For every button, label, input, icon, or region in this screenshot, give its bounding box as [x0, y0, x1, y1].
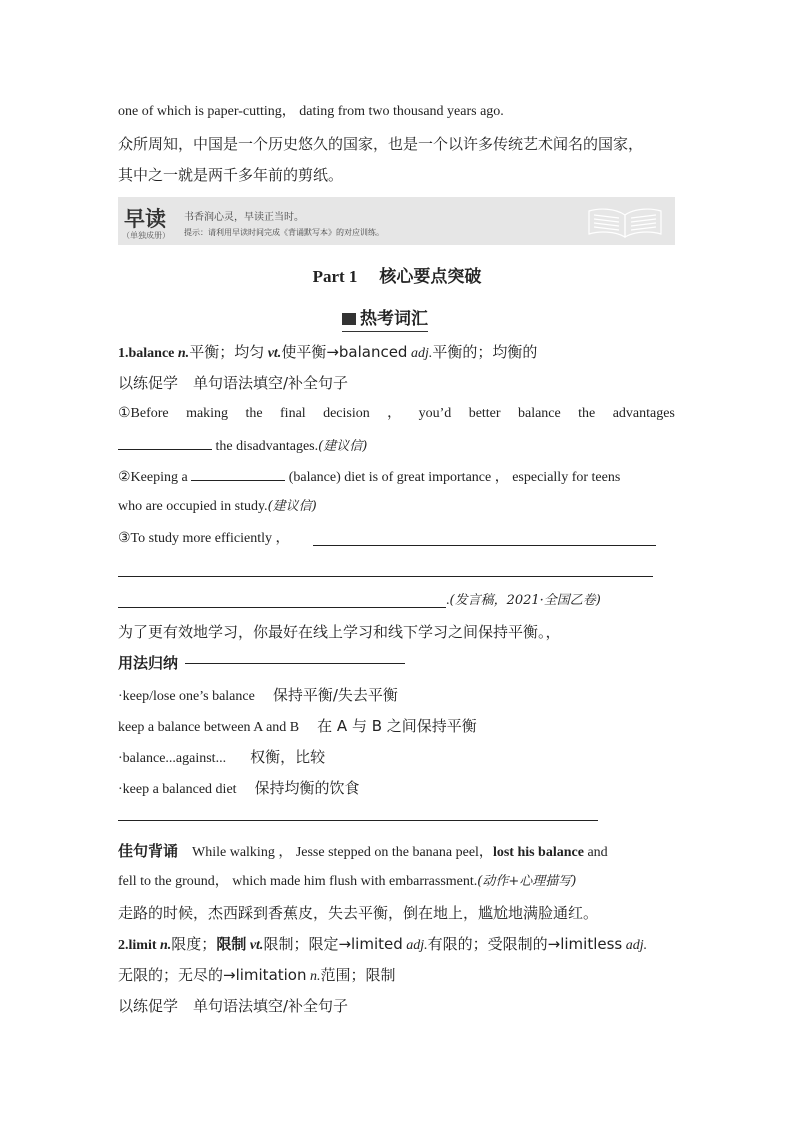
vocab-entry-limit [118, 934, 647, 956]
word: the [245, 406, 263, 421]
banner-title: 早读 [124, 207, 166, 231]
usage-item [118, 685, 398, 707]
headword: 1.balance [118, 346, 175, 361]
answer-blank[interactable] [118, 435, 212, 450]
part-title [0, 262, 794, 287]
word: the [578, 406, 596, 421]
pos-label: n. [160, 938, 172, 953]
sentence-highlight: lost his balance [492, 845, 584, 860]
usage-item [118, 747, 325, 769]
banner-tip: 提示：请利用早读时间完成《背诵默写本》的对应训练。 [184, 228, 384, 237]
usage-item [118, 778, 360, 800]
source-note: (建议信) [318, 439, 368, 454]
open-book-icon [585, 203, 665, 239]
usage-en: ·keep a balanced diet [118, 782, 237, 797]
usage-cn: 保持均衡的饮食 [254, 779, 360, 797]
usage-en: keep a balance between A and B [118, 720, 300, 735]
practice-label: 以练促学 单句语法填空/补全句子 [118, 374, 349, 392]
usage-item [118, 716, 477, 738]
headword: 2.limit [118, 938, 157, 953]
pos-label: adj. [410, 346, 433, 361]
pos-label: n. [310, 969, 321, 984]
source-note: (发言稿，2021·全国乙卷) [449, 593, 601, 608]
pos-label: adj. [406, 938, 428, 953]
meaning: 有限的；受限制的→limitless [427, 935, 623, 953]
question-3-chinese: 为了更有效地学习，你最好在线上学习和线下学习之间保持平衡。， [118, 623, 561, 641]
pos-label: vt. [249, 938, 264, 953]
section-heading [342, 304, 428, 329]
question-text: (balance) diet is of great importance ， especially for teens [285, 470, 621, 485]
word: ①Before [118, 406, 169, 421]
pos-label: n. [177, 346, 190, 361]
source-note: (建议信) [267, 499, 317, 514]
word: final [280, 406, 306, 421]
word: making [186, 406, 229, 421]
headword-cn: 限制 [216, 935, 247, 953]
good-sentence-line-1 [118, 841, 608, 863]
question-3-source: .(发言稿，2021·全国乙卷) [446, 593, 601, 608]
usage-label: 用法归纳 [118, 654, 179, 672]
part-heading: 核心要点突破 [379, 267, 482, 287]
pos-label: vt. [267, 346, 282, 361]
question-3-line-1 [118, 529, 290, 549]
word: advantages [612, 406, 675, 421]
good-sentence-line-2 [118, 872, 576, 892]
morning-reading-banner [118, 197, 675, 245]
practice-label-2: 以练促学 单句语法填空/补全句子 [118, 997, 349, 1015]
vocab-entry-balance [118, 342, 537, 364]
usage-en: ·balance...against... [118, 751, 227, 766]
meaning: 使平衡→balanced [281, 343, 408, 361]
banner-motto: 书香润心灵，早读正当时。 [184, 212, 304, 223]
usage-cn: 权衡，比较 [250, 748, 326, 766]
answer-line[interactable] [118, 607, 446, 608]
usage-rule [185, 663, 405, 664]
heading-bullet-icon [342, 313, 356, 325]
question-text: ②Keeping a [118, 470, 188, 485]
sentence-text: While walking ， Jesse stepped on the banana peel， [192, 845, 493, 860]
vocab-entry-limit-line-2 [118, 965, 396, 987]
intro-english-line: one of which is paper-cutting， dating from two thousand years ago. [118, 104, 504, 119]
question-1-line-1 [118, 404, 675, 424]
usage-en: ·keep/lose one’s balance [118, 689, 255, 704]
usage-cn: 保持平衡/失去平衡 [272, 686, 398, 704]
intro-chinese-line-1: 众所周知，中国是一个历史悠久的国家，也是一个以许多传统艺术闻名的国家， [118, 135, 644, 153]
part-number: Part 1 [312, 267, 358, 286]
word: better [468, 406, 501, 421]
section-heading-text: 热考词汇 [360, 309, 428, 329]
good-sentence-label: 佳句背诵 [118, 842, 179, 860]
meaning: 范围；限制 [320, 966, 396, 984]
good-sentence-chinese: 走路的时候，杰西踩到香蕉皮，失去平衡，倒在地上，尴尬地满脸通红。 [118, 904, 599, 922]
pos-label: adj. [625, 938, 648, 953]
usage-end-rule [118, 820, 598, 821]
question-text: ③To study more efficiently ， [118, 531, 290, 546]
word: balance [517, 406, 561, 421]
answer-line[interactable] [118, 576, 653, 577]
question-2-line-1 [118, 466, 620, 488]
word: decision [323, 406, 370, 421]
banner-subtitle: （单独成册） [122, 231, 170, 240]
meaning: 限度； [171, 935, 217, 953]
question-1-line-2 [118, 435, 367, 457]
word: you’d [418, 406, 452, 421]
answer-line[interactable] [313, 545, 656, 546]
meaning: 限制；限定→limited [263, 935, 403, 953]
meaning: 平衡；均匀 [189, 343, 265, 361]
usage-cn: 在 A 与 B 之间保持平衡 [317, 717, 477, 735]
sentence-text: and [583, 845, 608, 860]
word: ， [387, 406, 402, 421]
sentence-text: fell to the ground， which made him flush with embarrassment. [118, 874, 478, 889]
meaning: 平衡的；均衡的 [432, 343, 538, 361]
question-text: the disadvantages. [212, 439, 319, 454]
answer-blank[interactable] [191, 466, 285, 481]
meaning: 无限的；无尽的→limitation [118, 966, 307, 984]
question-text: who are occupied in study. [118, 499, 268, 514]
source-note: (动作+心理描写) [477, 874, 577, 889]
intro-chinese-line-2: 其中之一就是两千多年前的剪纸。 [118, 166, 344, 184]
question-2-line-2 [118, 497, 317, 517]
